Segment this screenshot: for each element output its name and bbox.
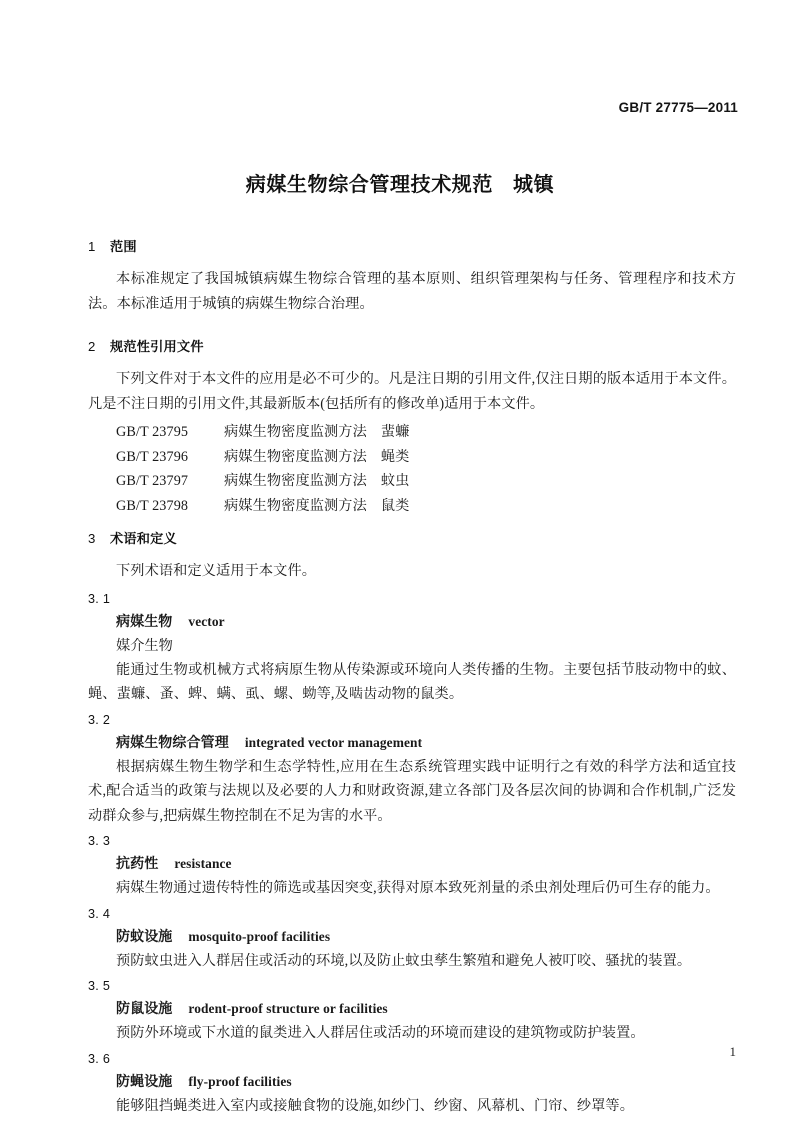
- term-head: [88, 997, 736, 1021]
- reference-code: GB/T 23797: [116, 473, 189, 489]
- list-item: [88, 494, 736, 519]
- term-alternative: 媒介生物: [116, 637, 173, 654]
- term-definition: 预防外环境或下水道的鼠类进入人群居住或活动的环境而建设的建筑物或防护装置。: [116, 1025, 645, 1041]
- term-zh: 防蚊设施: [116, 929, 173, 945]
- normative-reference-list: [88, 420, 736, 518]
- term-zh: 病媒生物: [116, 614, 173, 630]
- term-entry-3-4: [88, 903, 736, 974]
- reference-kind: 蜚蠊: [380, 424, 410, 440]
- term-zh: 防蝇设施: [116, 1074, 173, 1090]
- term-en: fly-proof facilities: [188, 1073, 292, 1089]
- term-definition: 能够阻挡蝇类进入室内或接触食物的设施,如纱门、纱窗、风幕机、门帘、纱罩等。: [116, 1097, 634, 1114]
- clause-number-2: 2: [88, 339, 96, 354]
- reference-title: 病媒生物密度监测方法: [224, 473, 367, 489]
- clause-number-1: 1: [88, 239, 96, 254]
- term-entry-3-6: [88, 1048, 736, 1119]
- term-definition: 病媒生物通过遗传特性的筛选或基因突变,获得对原本致死剂量的杀虫剂处理后仍可生存的能力。: [116, 880, 720, 896]
- page-number: 1: [729, 1044, 736, 1059]
- term-number: 3. 5: [88, 979, 111, 993]
- spacer: [88, 320, 736, 336]
- page-title-main: 病媒生物综合管理技术规范: [245, 174, 493, 196]
- term-zh: 病媒生物综合管理: [116, 735, 229, 751]
- term-head: [88, 610, 736, 634]
- clause-3-paragraph: 下列术语和定义适用于本文件。: [116, 563, 317, 579]
- term-definition: 预防蚊虫进入人群居住或活动的环境,以及防止蚊虫孳生繁殖和避免人被叮咬、骚扰的装置。: [116, 952, 692, 969]
- reference-kind: 蚊虫: [380, 473, 410, 489]
- reference-kind: 鼠类: [380, 497, 410, 514]
- term-entry-3-5: [88, 975, 736, 1046]
- term-entry-3-2: [88, 709, 736, 829]
- term-en: rodent-proof structure or facilities: [188, 1001, 388, 1016]
- spacer: [88, 518, 736, 528]
- reference-title: 病媒生物密度监测方法: [224, 424, 367, 440]
- list-item: [88, 469, 736, 494]
- term-head: [88, 852, 736, 876]
- reference-code: GB/T 23795: [116, 424, 189, 440]
- list-item: [88, 445, 736, 470]
- reference-code: GB/T 23798: [116, 497, 189, 514]
- term-zh: 防鼠设施: [116, 1002, 173, 1017]
- term-zh: 抗药性: [116, 857, 159, 872]
- document-body: [88, 236, 736, 1118]
- term-entry-3-3: [88, 830, 736, 901]
- term-en: integrated vector management: [244, 734, 423, 750]
- reference-title: 病媒生物密度监测方法: [224, 448, 367, 465]
- term-en: mosquito-proof facilities: [188, 928, 331, 944]
- reference-title: 病媒生物密度监测方法: [224, 497, 367, 514]
- term-en: resistance: [174, 856, 232, 871]
- clause-heading-2: [88, 336, 736, 355]
- running-header-standard-code: GB/T 27775—2011: [618, 100, 738, 115]
- clause-1-paragraph: 本标准规定了我国城镇病媒生物综合管理的基本原则、组织管理架构与任务、管理程序和技术方法。本标准适用于城镇的病媒生物综合治理。: [88, 271, 736, 312]
- clause-title-2: 规范性引用文件: [110, 339, 204, 354]
- reference-kind: 蝇类: [380, 448, 410, 465]
- term-head: [88, 925, 736, 949]
- term-definition: 能通过生物或机械方式将病原生物从传染源或环境向人类传播的生物。主要包括节肢动物中的蚊、蝇、蜚蠊、蚤、蜱、螨、虱、螺、蚴等,及啮齿动物的鼠类。: [88, 661, 736, 702]
- clause-2-paragraph: 下列文件对于本文件的应用是必不可少的。凡是注日期的引用文件,仅注日期的版本适用于本文件。凡是不注日期的引用文件,其最新版本(包括所有的修改单)适用于本文件。: [88, 371, 736, 412]
- clause-title-1: 范围: [110, 239, 137, 254]
- page-title-sub: 城镇: [513, 174, 555, 196]
- term-number: 3. 2: [88, 712, 111, 727]
- term-number: 3. 6: [88, 1051, 111, 1066]
- clause-number-3: 3: [88, 531, 96, 546]
- clause-title-3: 术语和定义: [110, 531, 177, 546]
- term-en: vector: [188, 613, 225, 629]
- term-definition: 根据病媒生物生物学和生态学特性,应用在生态系统管理实践中证明行之有效的科学方法和适宜技术,配合适当的政策与法规以及必要的人力和财政资源,建立各部门及各层次间的协调和合作机制,广泛发动群众参与,把病媒生物控制在不足为害的水平。: [88, 758, 736, 824]
- term-number: 3. 4: [88, 906, 111, 921]
- term-entry-3-1: [88, 588, 736, 707]
- reference-code: GB/T 23796: [116, 448, 189, 465]
- list-item: [88, 420, 736, 445]
- term-number: 3. 1: [88, 591, 111, 606]
- term-head: [88, 1070, 736, 1094]
- page-title: [0, 168, 800, 197]
- clause-heading-1: [88, 236, 736, 255]
- term-number: 3. 3: [88, 834, 111, 848]
- term-head: [88, 731, 736, 755]
- clause-heading-3: [88, 528, 736, 547]
